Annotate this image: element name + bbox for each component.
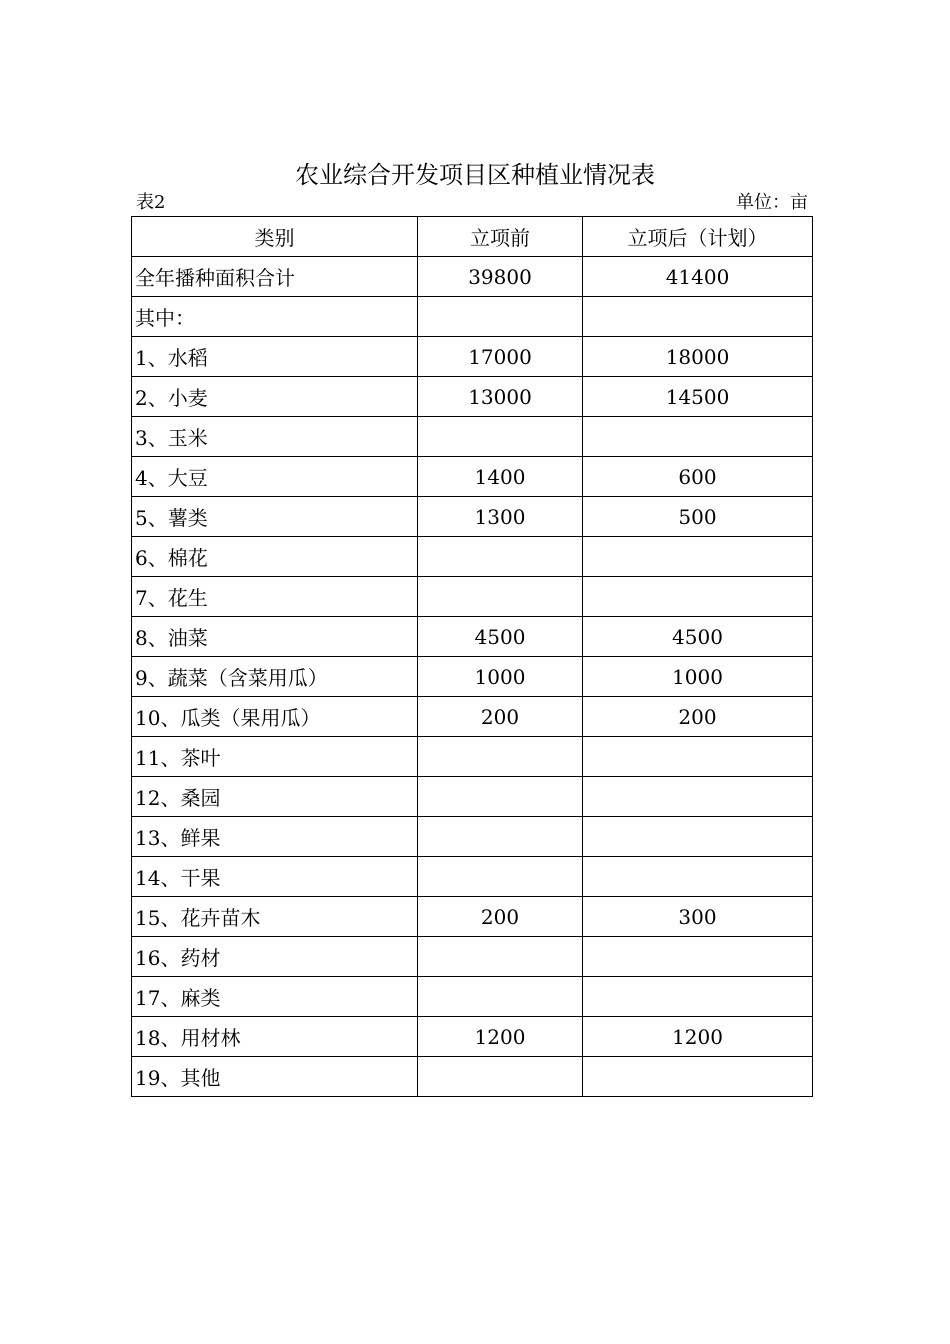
cell-category: 7、花生 — [132, 577, 418, 617]
cell-after: 1200 — [583, 1017, 813, 1057]
cell-category: 3、玉米 — [132, 417, 418, 457]
cell-category: 17、麻类 — [132, 977, 418, 1017]
cell-category: 1、水稻 — [132, 337, 418, 377]
header-before: 立项前 — [418, 217, 583, 257]
cell-after: 4500 — [583, 617, 813, 657]
table-number: 表2 — [136, 192, 166, 213]
table-row — [132, 737, 813, 777]
cell-category: 12、桑园 — [132, 777, 418, 817]
cell-category: 13、鲜果 — [132, 817, 418, 857]
cell-category: 15、花卉苗木 — [132, 897, 418, 937]
cell-category: 18、用材林 — [132, 1017, 418, 1057]
table-row — [132, 1017, 813, 1057]
cell-before — [418, 777, 583, 817]
cell-after — [583, 937, 813, 977]
cell-after: 1000 — [583, 657, 813, 697]
cell-category: 16、药材 — [132, 937, 418, 977]
cell-category: 10、瓜类（果用瓜） — [132, 697, 418, 737]
cell-before — [418, 417, 583, 457]
cell-category: 6、棉花 — [132, 537, 418, 577]
cell-category: 11、茶叶 — [132, 737, 418, 777]
cell-after: 500 — [583, 497, 813, 537]
table-row — [132, 777, 813, 817]
table-row — [132, 577, 813, 617]
cell-after: 300 — [583, 897, 813, 937]
cell-after — [583, 857, 813, 897]
cell-category: 5、薯类 — [132, 497, 418, 537]
cell-category: 19、其他 — [132, 1057, 418, 1097]
cell-after: 600 — [583, 457, 813, 497]
cell-before — [418, 817, 583, 857]
cell-after — [583, 1057, 813, 1097]
cell-category: 2、小麦 — [132, 377, 418, 417]
table-row — [132, 377, 813, 417]
table-row — [132, 457, 813, 497]
cell-before: 1200 — [418, 1017, 583, 1057]
table-header-row — [132, 217, 813, 257]
cell-after — [583, 537, 813, 577]
cell-before — [418, 577, 583, 617]
planting-table — [131, 216, 813, 1097]
table-body — [132, 257, 813, 1097]
table-row — [132, 897, 813, 937]
cell-after — [583, 977, 813, 1017]
cell-before — [418, 1057, 583, 1097]
cell-category: 全年播种面积合计 — [132, 257, 418, 297]
cell-before: 200 — [418, 897, 583, 937]
cell-after: 14500 — [583, 377, 813, 417]
cell-after — [583, 297, 813, 337]
cell-before: 1300 — [418, 497, 583, 537]
header-after: 立项后（计划） — [583, 217, 813, 257]
cell-category: 4、大豆 — [132, 457, 418, 497]
cell-after — [583, 817, 813, 857]
cell-before — [418, 937, 583, 977]
cell-after: 200 — [583, 697, 813, 737]
table-row — [132, 1057, 813, 1097]
cell-category: 14、干果 — [132, 857, 418, 897]
table-row — [132, 937, 813, 977]
cell-category: 9、蔬菜（含菜用瓜） — [132, 657, 418, 697]
cell-before — [418, 537, 583, 577]
table-row — [132, 977, 813, 1017]
table-row — [132, 297, 813, 337]
cell-category: 其中： — [132, 297, 418, 337]
header-category: 类别 — [132, 217, 418, 257]
cell-after — [583, 577, 813, 617]
table-row — [132, 257, 813, 297]
cell-after — [583, 737, 813, 777]
cell-before — [418, 977, 583, 1017]
cell-after — [583, 777, 813, 817]
cell-before — [418, 857, 583, 897]
cell-before: 17000 — [418, 337, 583, 377]
table-row — [132, 537, 813, 577]
cell-before: 4500 — [418, 617, 583, 657]
table-row — [132, 697, 813, 737]
cell-before — [418, 297, 583, 337]
page-title: 农业综合开发项目区种植业情况表 — [295, 161, 655, 189]
table-row — [132, 817, 813, 857]
table-row — [132, 617, 813, 657]
cell-before: 39800 — [418, 257, 583, 297]
table-row — [132, 657, 813, 697]
cell-before: 13000 — [418, 377, 583, 417]
table-row — [132, 417, 813, 457]
table-row — [132, 337, 813, 377]
cell-after — [583, 417, 813, 457]
cell-category: 8、油菜 — [132, 617, 418, 657]
unit-label: 单位：亩 — [736, 192, 808, 213]
cell-after: 18000 — [583, 337, 813, 377]
cell-after: 41400 — [583, 257, 813, 297]
table-row — [132, 857, 813, 897]
cell-before: 1400 — [418, 457, 583, 497]
table-row — [132, 497, 813, 537]
cell-before: 1000 — [418, 657, 583, 697]
cell-before — [418, 737, 583, 777]
cell-before: 200 — [418, 697, 583, 737]
